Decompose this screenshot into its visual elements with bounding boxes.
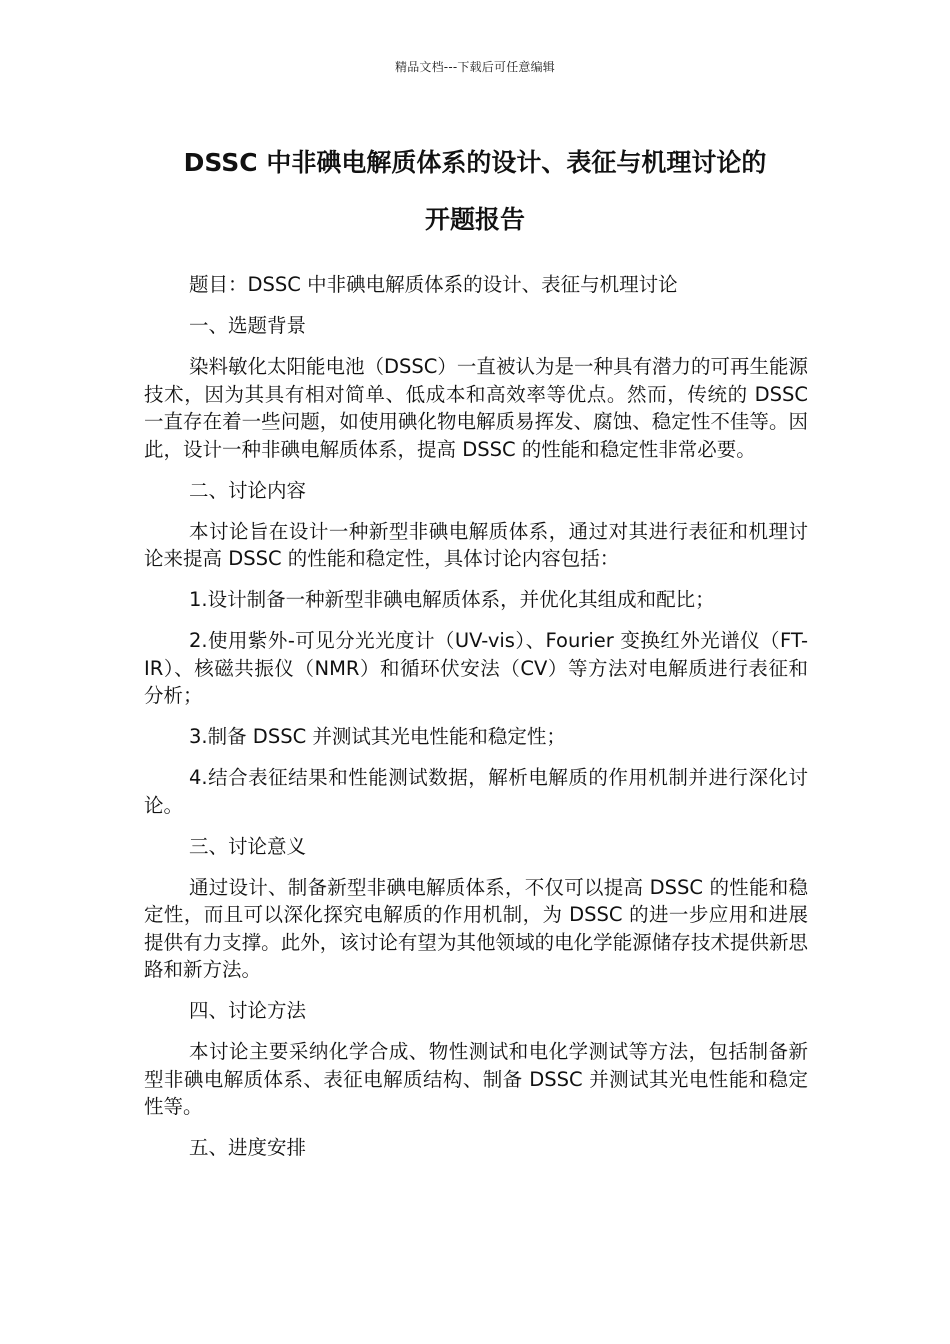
- section-heading-content: 二、讨论内容: [189, 478, 307, 502]
- list-item-3: 3.制备 DSSC 并测试其光电性能和稳定性；: [189, 725, 566, 748]
- section-heading-method: 四、讨论方法: [189, 999, 307, 1022]
- section-heading-background: 一、选题背景: [189, 314, 307, 337]
- topic-line: 题目：DSSC 中非碘电解质体系的设计、表征与机理讨论: [189, 273, 678, 296]
- paragraph-content-intro: 本讨论旨在设计一种新型非碘电解质体系，通过对其进行表征和机理讨论来提高 DSSC 的性能和稳定性，具体讨论内容包括：: [144, 519, 808, 570]
- title-line-2: 开题报告: [424, 205, 525, 234]
- section-heading-schedule: 五、进度安排: [189, 1136, 307, 1159]
- paragraph-significance: 通过设计、制备新型非碘电解质体系，不仅可以提高 DSSC 的性能和稳定性，而且可以深化探究电解质的作用机制，为 DSSC 的进一步应用和进展提供有力支撑。此外，该讨论有望为其他领域的电化学能源储存技术提供新思路和新方法。: [144, 875, 808, 981]
- paragraph-method: 本讨论主要采纳化学合成、物性测试和电化学测试等方法，包括制备新型非碘电解质体系、表征电解质结构、制备 DSSC 并测试其光电性能和稳定性等。: [144, 1040, 808, 1118]
- list-item-4: 4.结合表征结果和性能测试数据，解析电解质的作用机制并进行深化讨论。: [144, 766, 808, 817]
- title-line-1: DSSC 中非碘电解质体系的设计、表征与机理讨论的: [183, 148, 767, 177]
- list-item-1: 1.设计制备一种新型非碘电解质体系，并优化其组成和配比；: [189, 588, 715, 611]
- paragraph-background: 染料敏化太阳能电池（DSSC）一直被认为是一种具有潜力的可再生能源技术，因为其具有相对简单、低成本和高效率等优点。然而，传统的 DSSC 一直存在着一些问题，如使用碘化物电解质易挥发、腐蚀、稳定性不佳等。因此，设计一种非碘电解质体系，提高 DSSC 的性能和稳定性非常必要。: [144, 355, 808, 461]
- header-note: 精品文档---下载后可任意编辑: [395, 60, 555, 74]
- list-item-2: 2.使用紫外-可见分光光度计（UV-vis）、Fourier 变换红外光谱仪（FT-IR）、核磁共振仪（NMR）和循环伏安法（CV）等方法对电解质进行表征和分析；: [144, 629, 808, 707]
- document-body: [144, 271, 808, 1175]
- section-heading-significance: 三、讨论意义: [189, 834, 307, 858]
- document-title: [130, 134, 820, 248]
